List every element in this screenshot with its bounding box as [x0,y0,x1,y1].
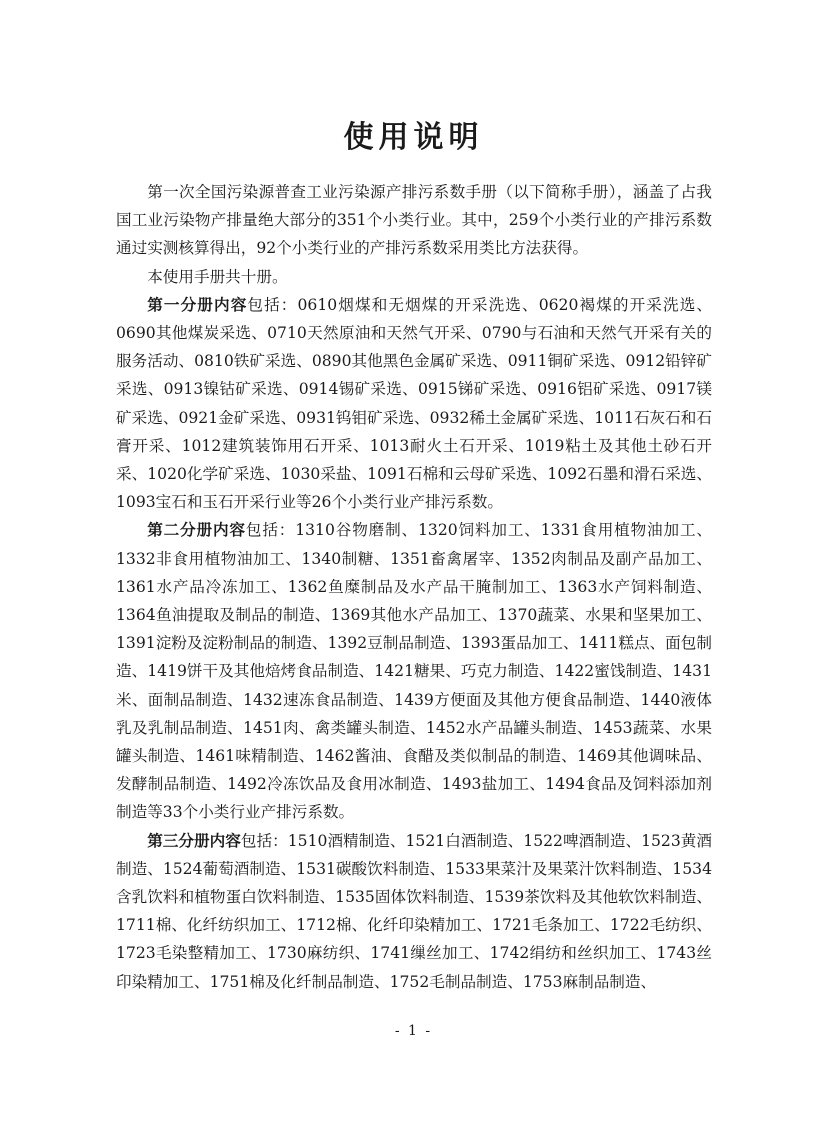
paragraph-text: 第一次全国污染源普查工业污染源产排污系数手册（以下简称手册），涵盖了占我国工业污染物产排量绝大部分的351个小类行业。其中，259个小类行业的产排污系数通过实测核算得出，92个小类行业的产排污系数采用类比方法获得。 [116,183,712,258]
volume-1-heading: 第一分册内容 [147,295,248,314]
volume-count-paragraph [116,263,712,291]
page-title: 使用说明 [343,120,484,155]
intro-paragraph [116,178,712,263]
document-body [116,178,712,996]
volume-2-paragraph [116,516,712,826]
volume-3-heading: 第三分册内容 [147,831,241,850]
volume-1-paragraph [116,291,712,517]
paragraph-text: 包括：1310谷物磨制、1320饲料加工、1331食用植物油加工、1332非食用植物油加工、1340制糖、1351畜禽屠宰、1352肉制品及副产品加工、1361水产品冷冻加工、1362鱼糜制品及水产品干腌制加工、1363水产饲料制造、1364鱼油提取及制品的制造、1369其他水产品加工、1370蔬菜、水果和坚果加工、1391淀粉及淀粉制品的制造、1392豆制品制造、1393蛋品加工、1411糕点、面包制造、1419饼干及其他焙烤食品制造、1421糖果、巧克力制造、1422蜜饯制造、1431米、面制品制造、1432速冻食品制造、1439方便面及其他方便食品制造、1440液体乳及乳制品制造、1451肉、禽类罐头制造、1452水产品罐头制造、1453蔬菜、水果罐头制造、1461味精制造、1462酱油、食醋及类似制品的制造、1469其他调味品、发酵制品制造、1492冷冻饮品及食用冰制造、1493盐加工、1494食品及饲料添加剂制造等33个小类行业产排污系数。 [116,521,712,822]
paragraph-text: 包括：1510酒精制造、1521白酒制造、1522啤酒制造、1523黄酒制造、1524葡萄酒制造、1531碳酸饮料制造、1533果菜汁及果菜汁饮料制造、1534含乳饮料和植物蛋白饮料制造、1535固体饮料制造、1539茶饮料及其他软饮料制造、1711棉、化纤纺织加工、1712棉、化纤印染精加工、1721毛条加工、1722毛纺织、1723毛染整精加工、1730麻纺织、1741缫丝加工、1742绢纺和丝织加工、1743丝印染精加工、1751棉及化纤制品制造、1752毛制品制造、1753麻制品制造、 [116,831,712,991]
volume-2-heading: 第二分册内容 [147,521,246,540]
paragraph-text: 包括：0610烟煤和无烟煤的开采洗选、0620褐煤的开采洗选、0690其他煤炭采选、0710天然原油和天然气开采、0790与石油和天然气开采有关的服务活动、0810铁矿采选、0890其他黑色金属矿采选、0911铜矿采选、0912铅锌矿采选、0913镍钴矿采选、0914锡矿采选、0915锑矿采选、0916铝矿采选、0917镁矿采选、0921金矿采选、0931钨钼矿采选、0932稀土金属矿采选、1011石灰石和石膏开采、1012建筑装饰用石开采、1013耐火土石开采、1019粘土及其他土砂石开采、1020化学矿采选、1030采盐、1091石棉和云母矿采选、1092石墨和滑石采选、1093宝石和玉石开采行业等26个小类行业产排污系数。 [116,295,712,512]
page-number: - 1 - [394,1023,433,1039]
volume-3-paragraph [116,827,712,996]
paragraph-text: 本使用手册共十册。 [147,267,288,286]
